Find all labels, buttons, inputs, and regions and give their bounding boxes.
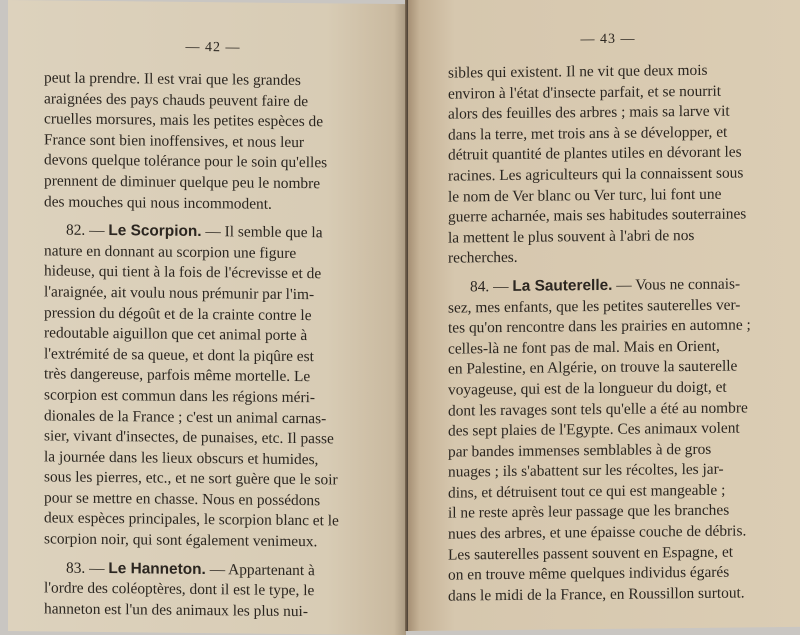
text-line: tes qu'on rencontre dans les prairies en automne ; (448, 316, 751, 337)
section-title: Le Hanneton. (108, 559, 206, 578)
text-line: araignées des pays chauds peuvent faire de (44, 89, 309, 110)
text-line: France sont bien inoffensives, et nous leur (44, 131, 305, 151)
open-book (8, 0, 800, 631)
text-line: sier, vivant d'insectes, de punaises, etc. Il passe (44, 427, 334, 448)
section-title: Le Scorpion. (108, 222, 202, 241)
text-fragment: — Il semble que la (205, 223, 323, 242)
text-line: guerre acharnée, mais ses habitudes souterraines (448, 205, 747, 226)
text-line: très dangereuse, parfois même mortelle. Le (44, 365, 311, 386)
text-fragment: — Vous ne connais- (616, 275, 741, 294)
text-fragment: — Appartenant à (209, 560, 315, 579)
section-number: 83. — (66, 559, 105, 577)
text-line: nues des arbres, et une épaisse couche de débris. (448, 522, 747, 543)
text-line: Les sauterelles passent souvent en Espagne, et (448, 543, 734, 564)
page-number-left: — 42 — (185, 39, 241, 56)
paragraph-spiders (44, 68, 382, 216)
text-line: dont les ravages sont tels qu'elle a été au nombre (448, 398, 748, 420)
right-page-text (448, 60, 768, 607)
text-line: la journée dans les lieux obscurs et humides, (44, 448, 319, 468)
section-number: 84. — (470, 277, 509, 296)
text-line: devons quelque tolérance pour le soin qu'elles (44, 151, 328, 172)
text-line: pour se mettre en chasse. Nous en possédons (44, 489, 321, 510)
text-line: cruelles morsures, mais les petites espèces de (44, 110, 324, 131)
text-line: scorpion est commun dans les régions méri- (44, 386, 315, 407)
text-line: prennent de diminuer quelque peu le nombre (44, 172, 321, 193)
text-line: détruit quantité de plantes utiles en dévorant les (448, 143, 742, 164)
paragraph-hanneton-cont (448, 60, 768, 269)
text-line: hideuse, qui tient à la fois de l'écrevisse et de (44, 262, 322, 283)
text-line: voyageuse, qui est de la longueur du doigt, et (448, 378, 727, 399)
text-line: sez, mes enfants, que les petites sauterelles ver- (448, 296, 741, 317)
text-line: dins, et détruisent tout ce qui est mangeable ; (448, 481, 726, 502)
text-line: dans le midi de la France, en Roussillon surtout. (448, 584, 745, 605)
text-line: sibles qui existent. Il ne vit que deux mois (448, 61, 708, 82)
text-line: redoutable aiguillon que cet animal porte à (44, 324, 308, 345)
text-line: hanneton est l'un des animaux les plus nui- (44, 600, 308, 620)
text-line: des mouches qui nous incommodent. (44, 192, 272, 213)
text-line: nature en donnant au scorpion une figure (44, 242, 297, 262)
section-heading-line (448, 274, 768, 298)
page-number-right: — 43 — (580, 31, 636, 48)
section-82-scorpion (44, 221, 382, 554)
text-line: recherches. (448, 249, 518, 267)
text-line: l'ordre des coléoptères, dont il est le type, le (44, 579, 315, 600)
text-line: des sept plaies de l'Egypte. Ces animaux volent (448, 419, 740, 440)
text-line: en Palestine, en Algérie, on trouve la sauterelle (448, 357, 738, 378)
text-line: par bandes immenses semblables à de gros (448, 440, 712, 461)
text-line: dionales de la France ; c'est un animal carnas- (44, 406, 327, 427)
left-page (8, 0, 406, 635)
text-line: pression du dégoût et de la crainte contre le (44, 303, 312, 324)
text-line: la mettent le plus souvent à l'abri de nos (448, 226, 695, 247)
right-page (408, 0, 800, 631)
text-line: deux espèces principales, le scorpion blanc et le (44, 509, 339, 530)
section-84-sauterelle (448, 274, 768, 607)
text-line: on en trouve même quelques individus égarés (448, 563, 730, 584)
text-line: sous les pierres, etc., et ne sort guère que le soir (44, 468, 338, 489)
text-line: environ à l'état d'insecte parfait, et se nourrit (448, 82, 722, 103)
section-number: 82. — (66, 221, 105, 240)
text-line: le nom de Ver blanc ou Ver turc, lui font une (448, 185, 722, 206)
text-line: dans la terre, met trois ans à se développer, et (448, 123, 728, 144)
section-title: La Sauterelle. (512, 276, 613, 295)
text-line: scorpion noir, qui sont également venimeux. (44, 530, 318, 551)
text-line: il ne reste après leur passage que les branches (448, 502, 730, 523)
section-83-hanneton (44, 558, 382, 623)
text-line: l'araignée, ait voulu nous prémunir par l'im- (44, 283, 315, 304)
text-line: alors des feuilles des arbres ; mais sa larve vit (448, 102, 730, 123)
text-line: celles-là ne font pas de mal. Mais en Orient, (448, 337, 720, 358)
text-line: l'extrémité de sa queue, et dont la piqûre est (44, 345, 314, 365)
text-line: nuages ; ils s'abattent sur les récoltes, les jar- (448, 460, 724, 481)
left-page-text (44, 68, 382, 623)
text-line: racines. Les agriculteurs qui la connaissent sous (448, 164, 744, 185)
text-line: peut la prendre. Il est vrai que les grandes (44, 69, 301, 90)
